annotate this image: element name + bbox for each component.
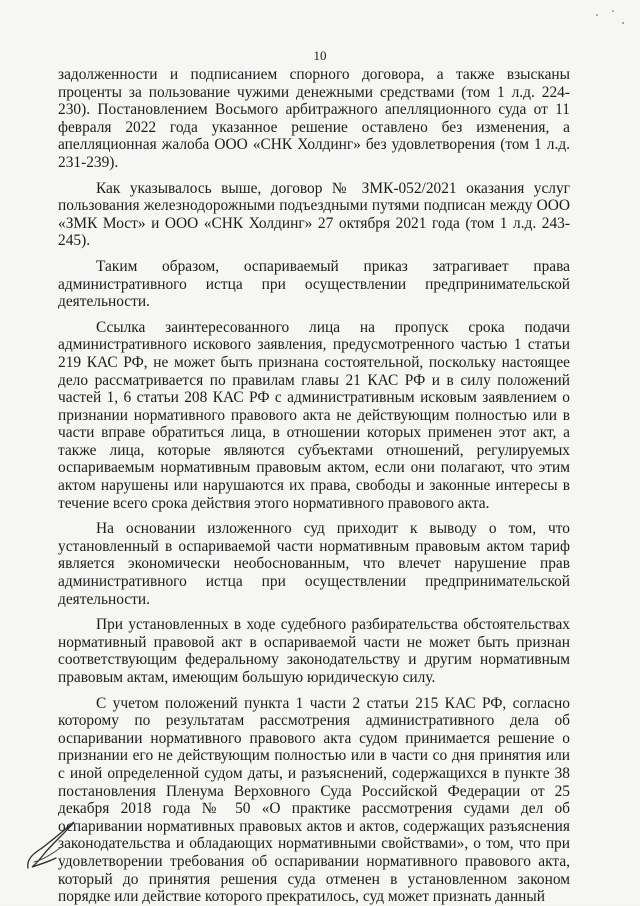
paragraph-deadline: Ссылка заинтересованного лица на пропуск срока подачи административного искового заявления, предусмотренного частью 1 статьи 219 КАС РФ, не может быть признана состоятельной, поскольку настоящее дело рассматривается по правилам главы 21 КАС РФ и в силу положений частей 1, 6 статьи 208 КАС РФ с административным исковым заявлением о признании нормативного правового акта не действующим полностью или в части вправе обратиться лица, в отношении которых применен этот акт, а также лица, которые являются субъектами отношений, регулируемых оспариваемым нормативным правовым актом, если они полагают, что этим актом нарушены или нарушаются их права, свободы и законные интересы в течение всего срока действия этого нормативного правового акта. <box>58 318 570 512</box>
paragraph-contract: Как указывалось выше, договор № ЗМК-052/2021 оказания услуг пользования железнодорожными подъездными путями подписан между ООО «ЗМК Мост» и ООО «СНК Холдинг» 27 октября 2021 года (том 1 л.д. 243-245). <box>58 179 570 250</box>
paragraph-continuation: задолженности и подписанием спорного договора, а также взысканы проценты за пользование чужими денежными средствами (том 1 л.д. 224-230). Постановлением Восьмого арбитражного апелляционного суда от 11 февраля 2022 года указанное решение оставлено без изменения, а апелляционная жалоба ООО «СНК Холдинг» без удовлетворения (том 1 л.д. 231-239). <box>58 66 570 171</box>
paragraph-circumstances: При установленных в ходе судебного разбирательства обстоятельствах нормативный правовой акт в оспариваемой части не может быть признан соответствующим федеральному законодательству и другим нормативным правовым актам, имеющим большую юридическую силу. <box>58 616 570 686</box>
document-body <box>58 66 570 906</box>
paragraph-conclusion-rights: Таким образом, оспариваемый приказ затрагивает права административного истца при осуществлении предпринимательской деятельности. <box>58 257 570 311</box>
paragraph-tariff: На основании изложенного суд приходит к выводу о том, что установленный в оспариваемой части нормативным правовым актом тариф является экономически необоснованным, что влечет нарушение прав административного истца при осуществлении предпринимательской деятельности. <box>58 520 570 608</box>
page-number: 10 <box>313 48 327 63</box>
scan-speck <box>612 10 614 12</box>
handwritten-signature <box>22 818 84 872</box>
scan-speck <box>596 14 598 16</box>
scan-speck <box>622 22 624 24</box>
paragraph-article-215: С учетом положений пункта 1 части 2 статьи 215 КАС РФ, согласно которому по результатам рассмотрения административного дела об оспаривании нормативного правового акта судом принимается решение о признании его не действующим полностью или в части со дня принятия или с иной определенной судом даты, и разъяснений, содержащихся в пункте 38 постановления Пленума Верховного Суда Российской Федерации от 25 декабря 2018 года № 50 «О практике рассмотрения судами дел об оспаривании нормативных правовых актов и актов, содержащих разъяснения законодательства и обладающих нормативными свойствами», о том, что при удовлетворении требования об оспаривании нормативного правового акта, который до принятия решения суда отменен в установленном законом порядке или действие которого прекратилось, суд может признать данный <box>58 694 570 906</box>
